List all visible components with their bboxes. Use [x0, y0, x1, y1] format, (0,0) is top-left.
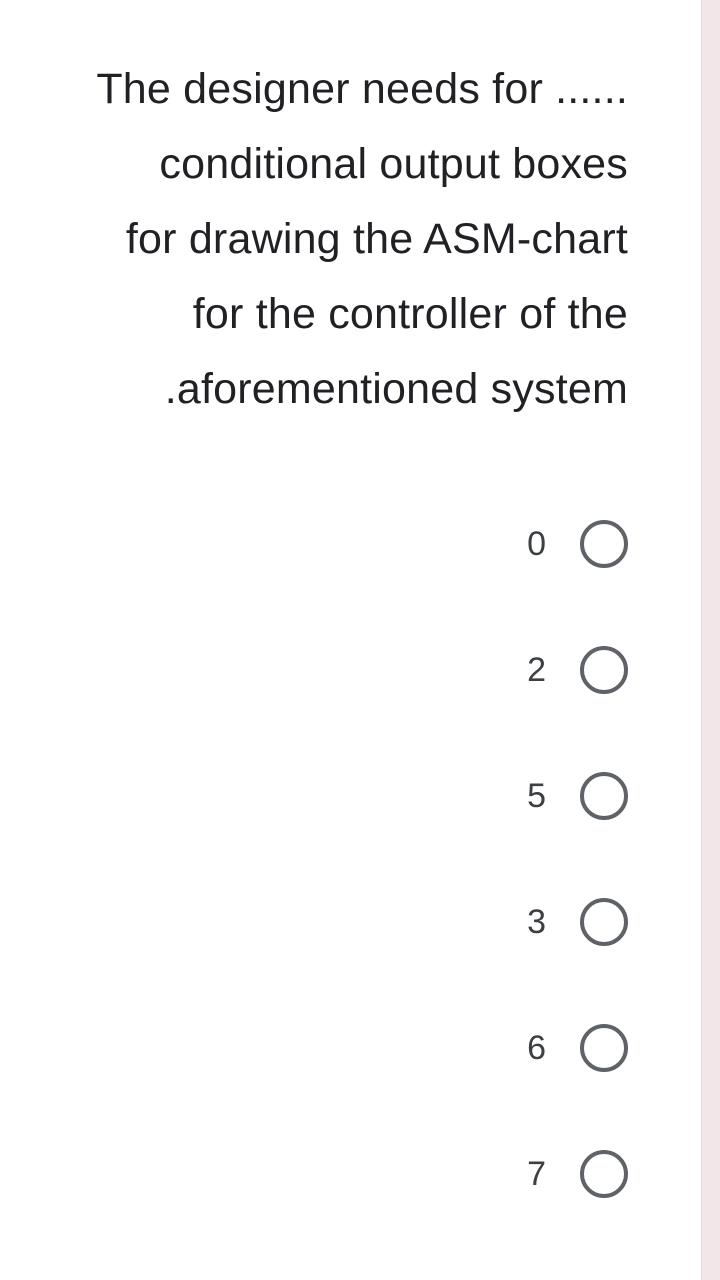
option-label: 7 — [527, 1155, 546, 1193]
scroll-edge — [701, 0, 720, 1280]
answer-options — [468, 512, 628, 1268]
option-2[interactable] — [468, 638, 628, 702]
radio-button[interactable] — [580, 1150, 628, 1198]
option-7[interactable] — [468, 1142, 628, 1206]
question-line-5: .aforementioned system — [164, 365, 628, 413]
question-text — [0, 52, 628, 427]
question-line-3: for drawing the ASM-chart — [125, 215, 628, 263]
option-5[interactable] — [468, 764, 628, 828]
option-label: 5 — [527, 777, 546, 815]
option-label: 0 — [527, 525, 546, 563]
question-line-2: conditional output boxes — [159, 140, 628, 188]
option-3[interactable] — [468, 890, 628, 954]
option-label: 3 — [527, 903, 546, 941]
question-line-4: for the controller of the — [192, 290, 628, 338]
option-label: 6 — [527, 1029, 546, 1067]
radio-button[interactable] — [580, 772, 628, 820]
radio-button[interactable] — [580, 520, 628, 568]
question-line-1: The designer needs for ...... — [96, 65, 628, 113]
option-6[interactable] — [468, 1016, 628, 1080]
radio-button[interactable] — [580, 646, 628, 694]
radio-button[interactable] — [580, 1024, 628, 1072]
radio-button[interactable] — [580, 898, 628, 946]
option-label: 2 — [527, 651, 546, 689]
option-0[interactable] — [468, 512, 628, 576]
